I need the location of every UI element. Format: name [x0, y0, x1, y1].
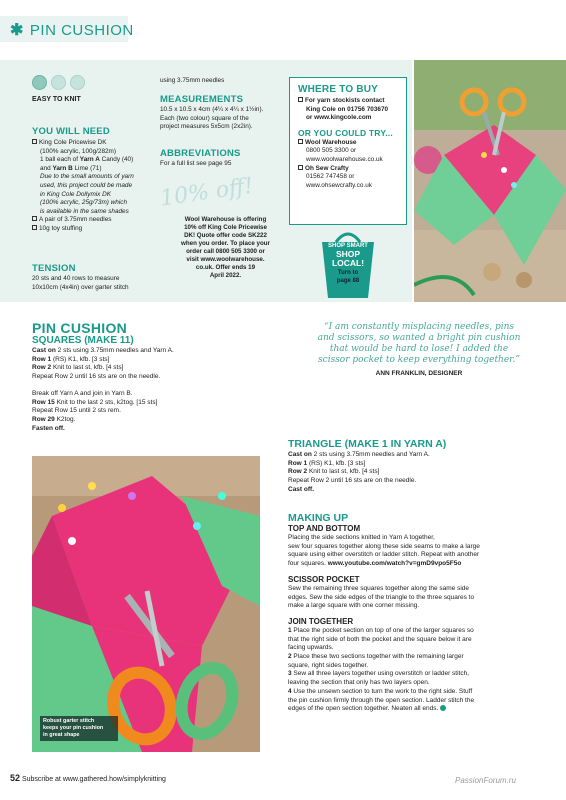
- checkbox-icon: [32, 216, 37, 221]
- subscribe-link[interactable]: Subscribe at www.gathered.how/simplyknitting: [21, 776, 166, 783]
- watermark: PassionForum.ru: [455, 776, 516, 785]
- need-stuffing: 10g toy stuffing: [39, 224, 83, 232]
- need-needles: A pair of 3.75mm needles: [39, 216, 112, 224]
- measurements-text: project measures 5x5cm (2x2in).: [160, 123, 253, 131]
- making-up-heading: MAKING UP: [288, 512, 349, 524]
- measurements-text: 10.5 x 10.5 x 4cm (4¼ x 4¼ x 1½in).: [160, 106, 264, 113]
- yarn-skein-icon: [51, 75, 66, 90]
- link-woolwarehouse[interactable]: www.woolwarehouse.co.uk: [306, 155, 383, 163]
- offer-headline: 10% off!: [158, 173, 255, 212]
- squares-heading: SQUARES (MAKE 11): [32, 335, 134, 346]
- checkbox-icon: [298, 139, 303, 144]
- checkbox-icon: [298, 97, 303, 102]
- shop-local-badge: SHOP SMART SHOP LOCAL! Turn to page 88: [318, 228, 378, 300]
- abbreviations-text: For a full list see page 95: [160, 160, 232, 167]
- tension-text: 10x10cm (4x4in) over garter stitch: [32, 283, 129, 291]
- checkbox-icon: [32, 225, 37, 230]
- making-up-section: MAKING UP TOP AND BOTTOM Placing the side sections knitted in Yarn A together, sew four squares together along these side seams to make a large square using either overstitch or ladder stitch. Repeat with another four squares. www.youtube.com/watch?v=gmD9vpo5F5o SCISSOR POCKET Sew the remaining three squares together along the same side edges. Sew the side edges of the triangle to the three squares to make a large square with one corner missing. JOIN TOGETHER 1 Place the pocket section on top of one of the larger squares so that the right side of both the pocket and the square below it are facing upwards. 2 Place these two sections together with the remaining larger square, right sides together. 3 Sew all three layers together using overstitch or ladder stitch, leaving the section that only has two layers open. 4 Use the unsewn section to turn the work to the right side. Stuff the pin cushion firmly through the open section. Ladder stitch the edges of the open section together. Neaten all ends.: [288, 512, 554, 714]
- product-photo-main: [32, 456, 260, 752]
- link-ohsewcrafty[interactable]: www.ohsewcrafty.co.uk: [306, 181, 372, 189]
- need-yarn-b: and Yarn B Lime (71): [40, 164, 102, 172]
- checkbox-icon: [298, 165, 303, 170]
- difficulty-skeins: [32, 75, 89, 95]
- video-link[interactable]: www.youtube.com/watch?v=gmD9vpo5F5o: [327, 560, 462, 568]
- abbreviations-heading: ABBREVIATIONS: [160, 148, 241, 159]
- where-to-buy-heading: WHERE TO BUY: [298, 84, 378, 95]
- need-note: (100% acrylic, 25g/73m) which: [40, 199, 128, 207]
- checkbox-icon: [32, 139, 37, 144]
- top-bottom-heading: TOP AND BOTTOM: [288, 524, 361, 533]
- tension-text-cont: using 3.75mm needles: [160, 77, 225, 84]
- pattern-title: PIN CUSHION: [32, 320, 128, 336]
- measurements-heading: MEASUREMENTS: [160, 94, 244, 105]
- need-yarn-a: 1 ball each of Yarn A Candy (40): [40, 156, 134, 164]
- page-title: PIN CUSHION: [29, 21, 134, 39]
- measurements-section: [160, 94, 285, 132]
- need-yarn: King Cole Pricewise DK: [39, 139, 107, 146]
- product-photo-top: [414, 60, 566, 302]
- where-to-buy-box: WHERE TO BUY For yarn stockists contact King Cole on 01756 703670 or www.kingcole.com OR YOU COULD TRY... Wool Warehouse 0800 505 3300 or www.woolwarehouse.co.uk Oh Sew Crafty 01562 747458 or www.ohsewcrafty.co.uk: [289, 77, 407, 225]
- triangle-section: TRIANGLE (MAKE 1 IN YARN A) Cast on 2 sts using 3.75mm needles and Yarn A. Row 1 (RS) K1, kfb. [3 sts] Row 2 Knit to last st, kfb. [4 sts] Repeat Row 2 until 16 sts are on the needle. Cast off.: [288, 438, 550, 495]
- need-note: is available in the same shades: [40, 207, 129, 215]
- abbreviations-section: [160, 148, 285, 169]
- asterisk-icon: ✱: [10, 22, 24, 39]
- scissor-pocket-heading: SCISSOR POCKET: [288, 574, 360, 584]
- difficulty-label: EASY TO KNIT: [32, 96, 81, 103]
- yarn-skein-icon: [70, 75, 85, 90]
- you-will-need-section: [32, 126, 157, 234]
- need-yarn-detail: (100% acrylic, 100g/282m): [40, 147, 117, 155]
- need-note: used, this project could be made: [40, 181, 133, 189]
- tension-section: [32, 263, 160, 292]
- page-header: [10, 20, 134, 40]
- quote-author: ANN FRANKLIN, DESIGNER: [375, 370, 463, 377]
- need-note: in King Cole Dollymix DK: [40, 190, 112, 198]
- offer-text: Wool Warehouse is offering 10% off King Cole Pricewise DK! Quote offer code SK222 when you order. To place your order call 0800 505 3300 or visit www.woolwarehouse. co.uk. Offer ends 19 April 2022.: [181, 216, 270, 279]
- tension-heading: TENSION: [32, 263, 76, 274]
- or-try-heading: OR YOU COULD TRY...: [298, 127, 393, 138]
- join-together-heading: JOIN TOGETHER: [288, 616, 354, 626]
- need-note: Due to the small amounts of yarn: [40, 173, 134, 181]
- page-footer: [10, 773, 166, 783]
- tension-text: 20 sts and 40 rows to measure: [32, 275, 120, 282]
- page-number: 52: [10, 773, 21, 783]
- measurements-text: Each (two colour) square of the: [160, 114, 249, 122]
- you-will-need-heading: YOU WILL NEED: [32, 126, 110, 137]
- yarn-skein-icon: [32, 75, 47, 90]
- end-mark-icon: [440, 705, 446, 711]
- squares-section: PIN CUSHION SQUARES (MAKE 11) Cast on 2 sts using 3.75mm needles and Yarn A. Row 1 (RS) K1, kfb. [3 sts] Row 2 Knit to last st, kfb. [4 sts] Repeat Row 2 until 16 sts are on the needle. Break off Yarn A and join in Yarn B. Row 15 Knit to the last 2 sts, k2tog. [15 sts] Repeat Row 15 until 2 sts rem. Row 29 K2tog. Fasten off.: [32, 321, 282, 433]
- photo-caption: Robust garter stitch keeps your pin cushion in great shape: [40, 716, 118, 741]
- triangle-heading: TRIANGLE (MAKE 1 IN YARN A): [288, 438, 447, 450]
- designer-quote: “I am constantly misplacing needles, pins and scissors, so wanted a bright pin cushion that would be hard to lose! I added the scissor pocket to keep everything together.” ANN FRANKLIN, DESIGNER: [288, 322, 550, 377]
